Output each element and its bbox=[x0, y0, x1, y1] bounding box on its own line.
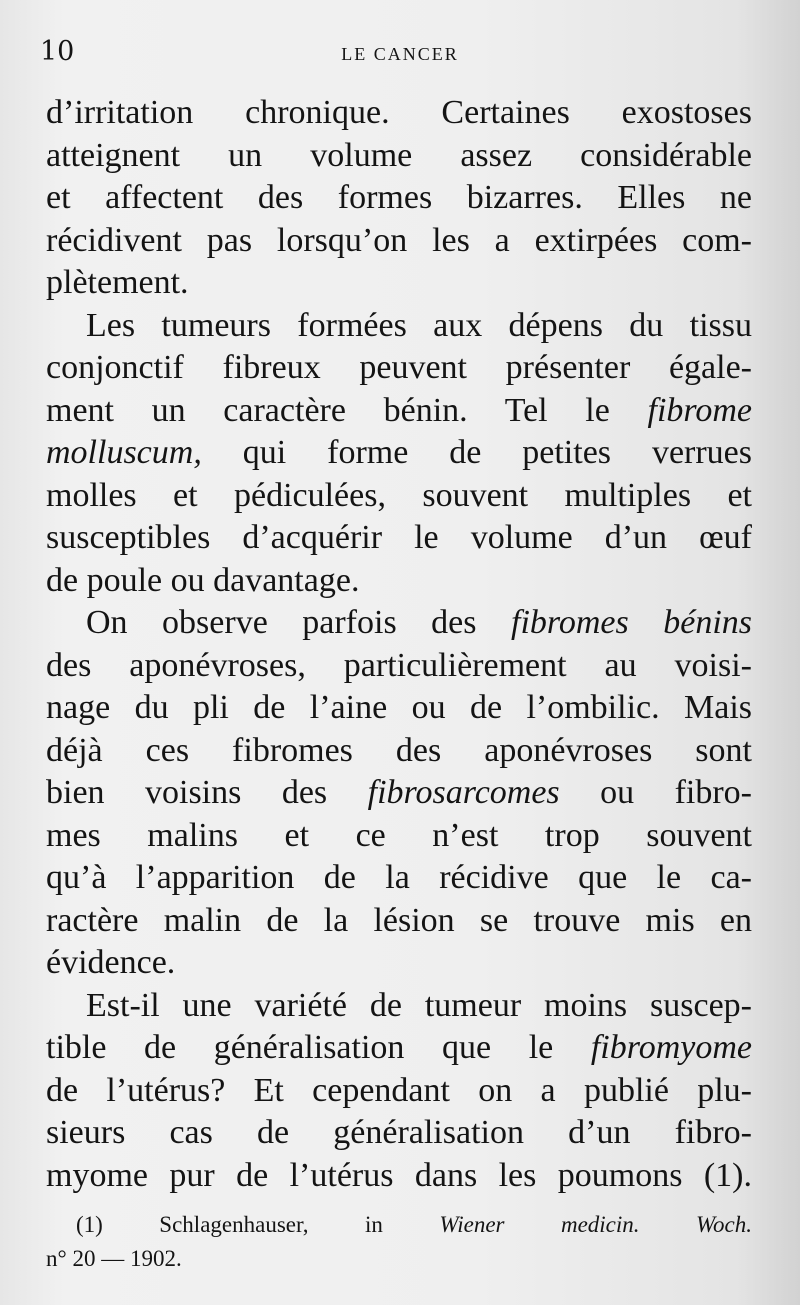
text-line: de l’utérus? Et cependant on a publié plu- bbox=[46, 1071, 752, 1109]
italic-term: Wiener medicin. Woch. bbox=[439, 1212, 753, 1237]
text-line: Est-il une variété de tumeur moins suscep- bbox=[86, 986, 752, 1024]
text-line: conjonctif fibreux peuvent présenter égale- bbox=[46, 349, 752, 386]
text-line bbox=[46, 1027, 752, 1070]
page-number: 10 bbox=[40, 36, 75, 67]
italic-term: fibromes bénins bbox=[511, 604, 752, 641]
text-line: d’irritation chronique. Certaines exostoses bbox=[46, 94, 752, 131]
text-line: myome pur de l’utérus dans les poumons (1). bbox=[46, 1156, 752, 1194]
text-span: bien voisins des bbox=[46, 774, 328, 811]
running-head: LE CANCER bbox=[341, 44, 459, 64]
text-line bbox=[46, 772, 752, 815]
text-line bbox=[46, 390, 752, 433]
text-line: des aponévroses, particulièrement au voisi- bbox=[46, 646, 752, 684]
text-line: récidivent pas lorsqu’on les a extirpées com- bbox=[46, 221, 752, 259]
text-span: On observe parfois des bbox=[86, 604, 477, 641]
page-header bbox=[40, 36, 760, 76]
text-line: susceptibles d’acquérir le volume d’un œuf bbox=[46, 519, 752, 556]
text-line: déjà ces fibromes des aponévroses sont bbox=[46, 731, 752, 769]
text-line: sieurs cas de généralisation d’un fibro- bbox=[46, 1114, 752, 1151]
italic-term: fibrome bbox=[647, 391, 753, 429]
text-span: ou fibro- bbox=[600, 774, 753, 811]
italic-term: molluscum, bbox=[46, 434, 202, 471]
text-line: ractère malin de la lésion se trouve mis en bbox=[46, 901, 752, 939]
text-line: et affectent des formes bizarres. Elles ne bbox=[46, 179, 752, 216]
body-text bbox=[46, 92, 752, 1197]
text-line bbox=[46, 432, 752, 475]
text-line: qu’à l’apparition de la récidive que le ca- bbox=[46, 859, 752, 896]
text-line: nage du pli de l’aine ou de l’ombilic. Mais bbox=[46, 689, 752, 726]
text-line: Les tumeurs formées aux dépens du tissu bbox=[86, 306, 752, 344]
italic-term: fibrosarcomes bbox=[367, 774, 560, 811]
text-line bbox=[46, 602, 752, 645]
text-line: plètement. bbox=[46, 264, 189, 301]
text-line: molles et pédiculées, souvent multiples et bbox=[46, 476, 752, 514]
text-line: évidence. bbox=[46, 944, 176, 981]
text-span: tible de généralisation que le bbox=[46, 1029, 554, 1066]
text-line: mes malins et ce n’est trop souvent bbox=[46, 816, 752, 854]
text-span: ment un caractère bénin. Tel le bbox=[46, 391, 610, 429]
text-line: atteignent un volume assez considérable bbox=[46, 136, 752, 174]
italic-term: fibromyome bbox=[590, 1029, 753, 1066]
footnote-line: n° 20 — 1902. bbox=[46, 1246, 182, 1271]
footnote bbox=[46, 1208, 752, 1276]
text-line: de poule ou davantage. bbox=[46, 561, 360, 599]
text-span: (1) Schlagenhauser, in bbox=[76, 1212, 383, 1237]
text-span: qui forme de petites verrues bbox=[242, 434, 753, 471]
footnote-line bbox=[46, 1208, 752, 1242]
